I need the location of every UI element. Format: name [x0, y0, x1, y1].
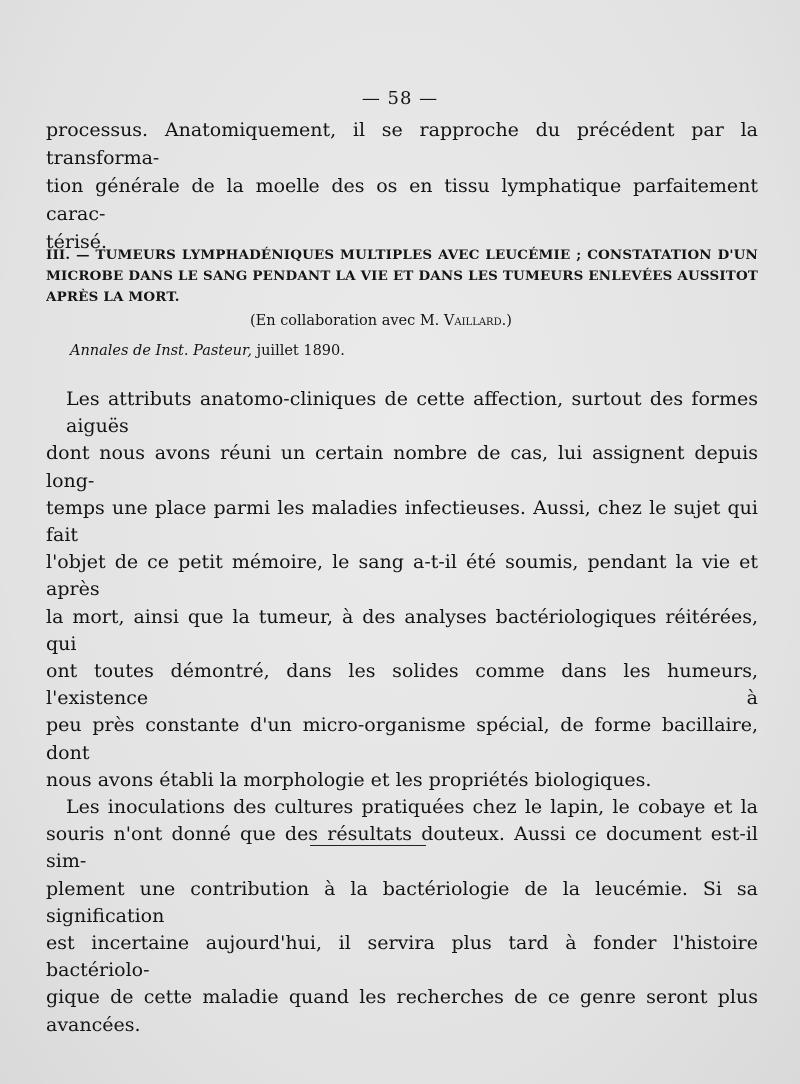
publication-date: juillet 1890. [251, 343, 345, 359]
text-line: processus. Anatomiquement, il se rapproche du précédent par la transforma- [46, 119, 758, 169]
text-line: ont toutes démontré, dans les solides comme dans les humeurs, l'existence à [46, 660, 758, 710]
collaboration-prefix: (En collaboration avec M. [250, 313, 444, 329]
body-paragraphs [46, 386, 758, 1039]
text-line: souris n'ont donné que des résultats douteux. Aussi ce document est-il sim- [46, 823, 758, 873]
collaboration-suffix: .) [501, 313, 512, 329]
heading-line: APRÈS LA MORT. [46, 289, 180, 305]
section-heading [46, 245, 758, 308]
page-number: — 58 — [361, 88, 439, 109]
collaboration-note [250, 313, 512, 329]
text-line: plement une contribution à la bactériologie de la leucémie. Si sa signification [46, 877, 758, 927]
heading-line: MICROBE DANS LE SANG PENDANT LA VIE ET DANS LES TUMEURS ENLEVÉES AUSSITOT [46, 268, 758, 284]
text-line: Les inoculations des cultures pratiquées chez le lapin, le cobaye et la [66, 796, 758, 819]
intro-paragraph [46, 116, 758, 256]
text-line: peu près constante d'un micro-organisme spécial, de forme bacillaire, dont [46, 714, 758, 764]
text-line: gique de cette maladie quand les recherches de ce genre seront plus avancées. [46, 986, 758, 1036]
text-line: térisé. [46, 231, 108, 253]
text-line: est incertaine aujourd'hui, il servira plus tard à fonder l'histoire bactériolo- [46, 932, 758, 982]
text-line: tion générale de la moelle des os en tissu lymphatique parfaitement carac- [46, 175, 758, 225]
section-end-rule [310, 845, 426, 846]
text-line: dont nous avons réuni un certain nombre de cas, lui assignent depuis long- [46, 442, 758, 492]
text-line: la mort, ainsi que la tumeur, à des analyses bactériologiques réitérées, qui [46, 605, 758, 655]
journal-name: Annales de Inst. Pasteur, [70, 343, 252, 359]
text-line: temps une place parmi les maladies infectieuses. Aussi, chez le sujet qui fait [46, 496, 758, 547]
text-line: l'objet de ce petit mémoire, le sang a-t-il été soumis, pendant la vie et après [46, 551, 758, 601]
heading-line: III. — TUMEURS LYMPHADÉNIQUES MULTIPLES AVEC LEUCÉMIE ; CONSTATATION D'UN [46, 247, 758, 263]
text-line: Les attributs anatomo-cliniques de cette affection, surtout des formes aiguës [66, 388, 758, 438]
text-line: nous avons établi la morphologie et les propriétés biologiques. [46, 768, 652, 791]
publication-reference [70, 343, 345, 359]
collaborator-name: Vaillard [443, 313, 502, 329]
